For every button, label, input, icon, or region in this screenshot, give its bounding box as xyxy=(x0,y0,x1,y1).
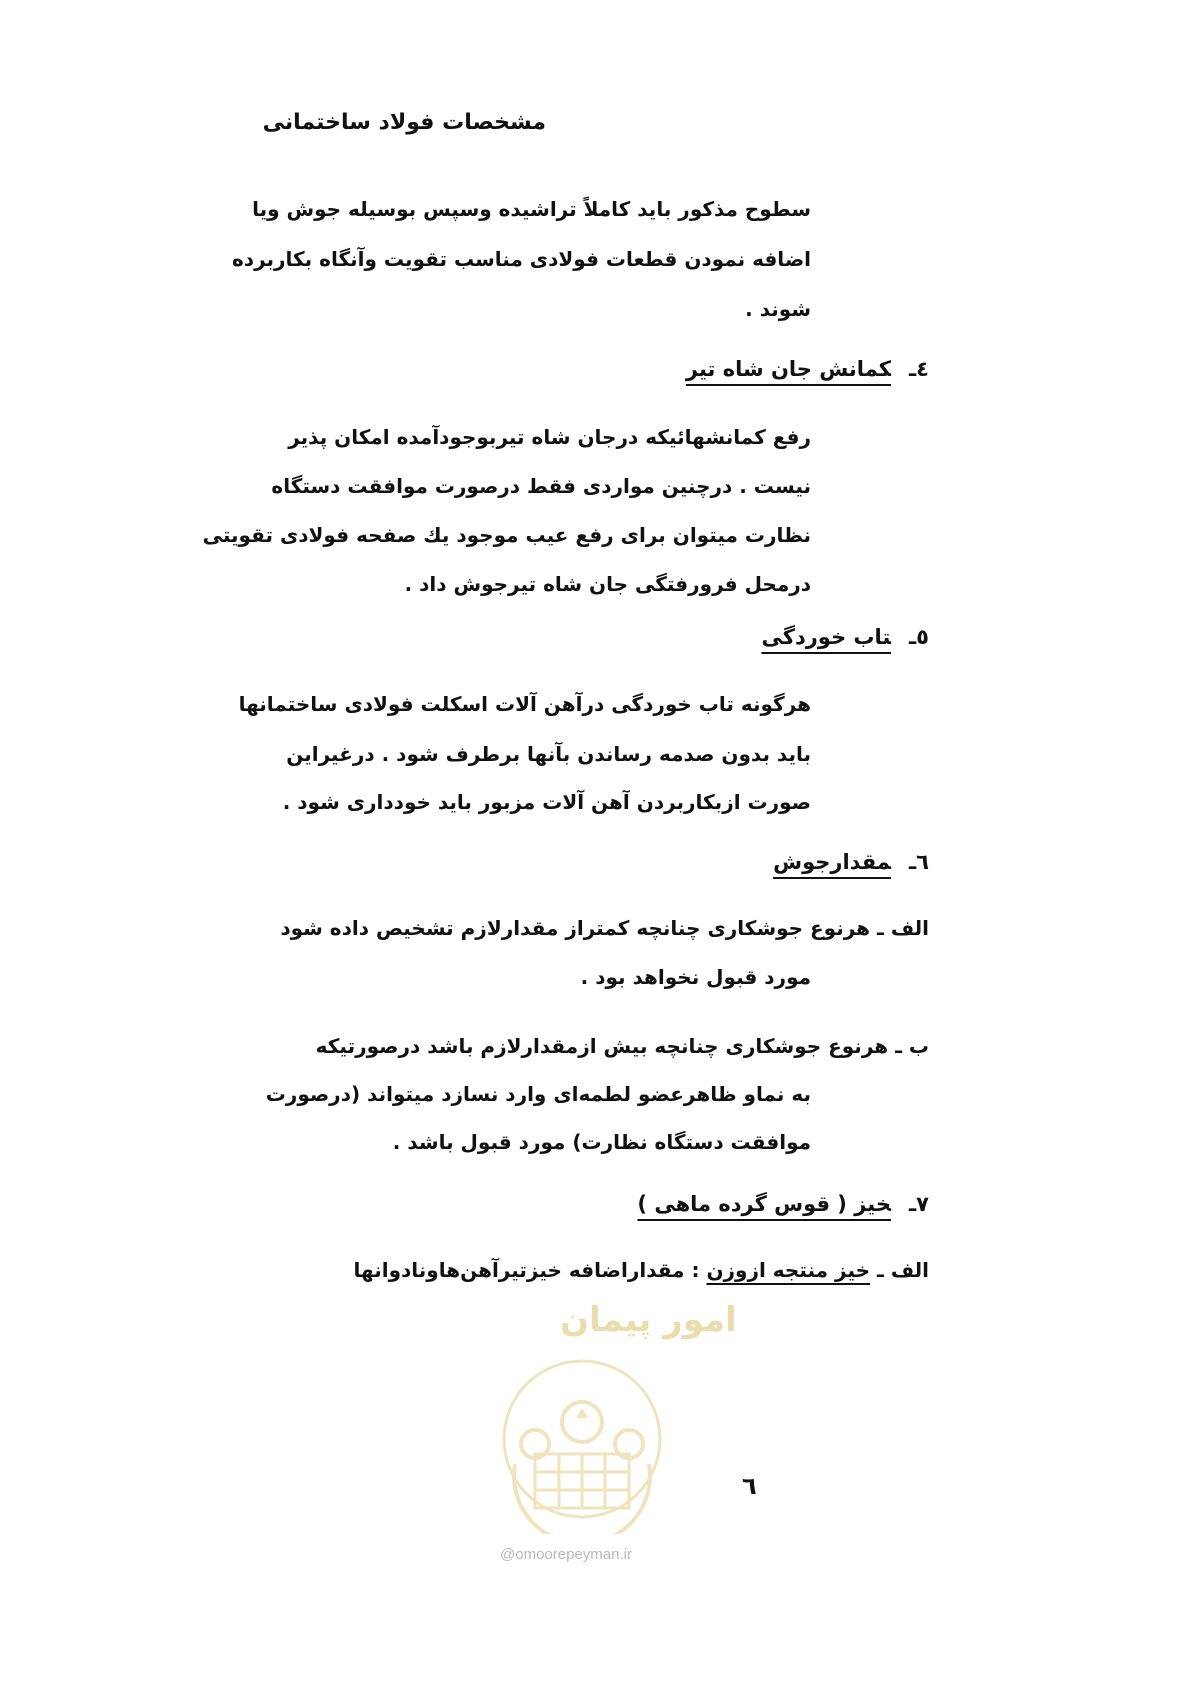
section-6-heading xyxy=(773,850,929,874)
section-5-line-2: باید بدون صدمه رساندن بآنها برطرف شود . درغیراین xyxy=(286,742,811,766)
section-6-item-b-text-1: هرنوع جوشکاری چنانچه بیش ازمقدارلازم باشد درصورتیکه xyxy=(315,1034,889,1058)
intro-line-3: شوند . xyxy=(745,297,811,321)
section-5-heading xyxy=(761,625,929,649)
section-6-title: مقدارجوش xyxy=(773,850,891,874)
section-7-number: ٧ـ xyxy=(908,1192,929,1216)
section-4-heading xyxy=(686,357,929,381)
section-6-item-b-label: ب ـ xyxy=(895,1034,929,1058)
section-4-line-4: درمحل فرورفتگی جان شاه تیرجوش داد . xyxy=(404,572,811,596)
section-5-line-3: صورت ازبکاربردن آهن آلات مزبور باید خودداری شود . xyxy=(282,790,811,814)
section-4-title: کمانش جان شاه تیر xyxy=(685,357,891,381)
section-6-item-a-line-1 xyxy=(280,916,929,940)
page-number: ٦ xyxy=(742,1472,757,1500)
section-4-line-1: رفع کمانشهائیکه درجان شاه تیربوجودآمده امکان پذیر xyxy=(288,425,811,449)
watermark-handle: @omoorepeyman.ir xyxy=(500,1546,632,1563)
page-header-title: مشخصات فولاد ساختمانی xyxy=(262,110,546,135)
section-6-item-b-line-3: موافقت دستگاه نظارت) مورد قبول باشد . xyxy=(392,1130,811,1154)
section-6-item-a-line-2: مورد قبول نخواهد بود . xyxy=(580,965,811,989)
watermark-logo-text: امور پیمان xyxy=(560,1300,737,1340)
section-4-number: ٤ـ xyxy=(908,357,929,381)
section-6-item-b-line-1 xyxy=(315,1034,929,1058)
section-7-item-a-term: خیز منتجه ازوزن xyxy=(706,1258,871,1282)
section-7-title: خیز ( قوس گرده ماهی ) xyxy=(637,1192,891,1216)
section-6-item-a-label: الف ـ xyxy=(877,916,929,940)
section-7-item-a-text: : مقداراضافه خیزتیرآهن‌هاونادوانها xyxy=(353,1258,700,1282)
section-5-number: ٥ـ xyxy=(908,625,929,649)
section-6-number: ٦ـ xyxy=(908,850,929,874)
intro-line-2: اضافه نمودن قطعات فولادی مناسب تقویت وآنگاه بکاربرده xyxy=(232,247,811,271)
watermark-logo xyxy=(487,1344,677,1534)
section-4-line-3: نظارت میتوان برای رفع عیب موجود یك صفحه فولادی تقویتی xyxy=(202,523,811,547)
section-7-item-a-label: الف ـ xyxy=(877,1258,929,1282)
section-5-title: تاب خوردگی xyxy=(761,625,891,649)
section-5-line-1: هرگونه تاب خوردگی درآهن آلات اسکلت فولادی ساختمانها xyxy=(238,692,811,716)
section-7-item-a-line-1 xyxy=(353,1258,929,1282)
section-6-item-b-line-2: به نماو ظاهرعضو لطمه‌ای وارد نسازد میتواند (درصورت xyxy=(265,1082,811,1106)
intro-line-1: سطوح مذکور باید کاملاً تراشیده وسپس بوسیله جوش ویا xyxy=(252,197,811,221)
section-7-heading xyxy=(637,1192,929,1216)
section-6-item-a-text-1: هرنوع جوشکاری چنانچه کمتراز مقدارلازم تشخیص داده شود xyxy=(280,916,871,940)
section-4-line-2: نیست . درچنین مواردی فقط درصورت موافقت دستگاه xyxy=(271,474,811,498)
